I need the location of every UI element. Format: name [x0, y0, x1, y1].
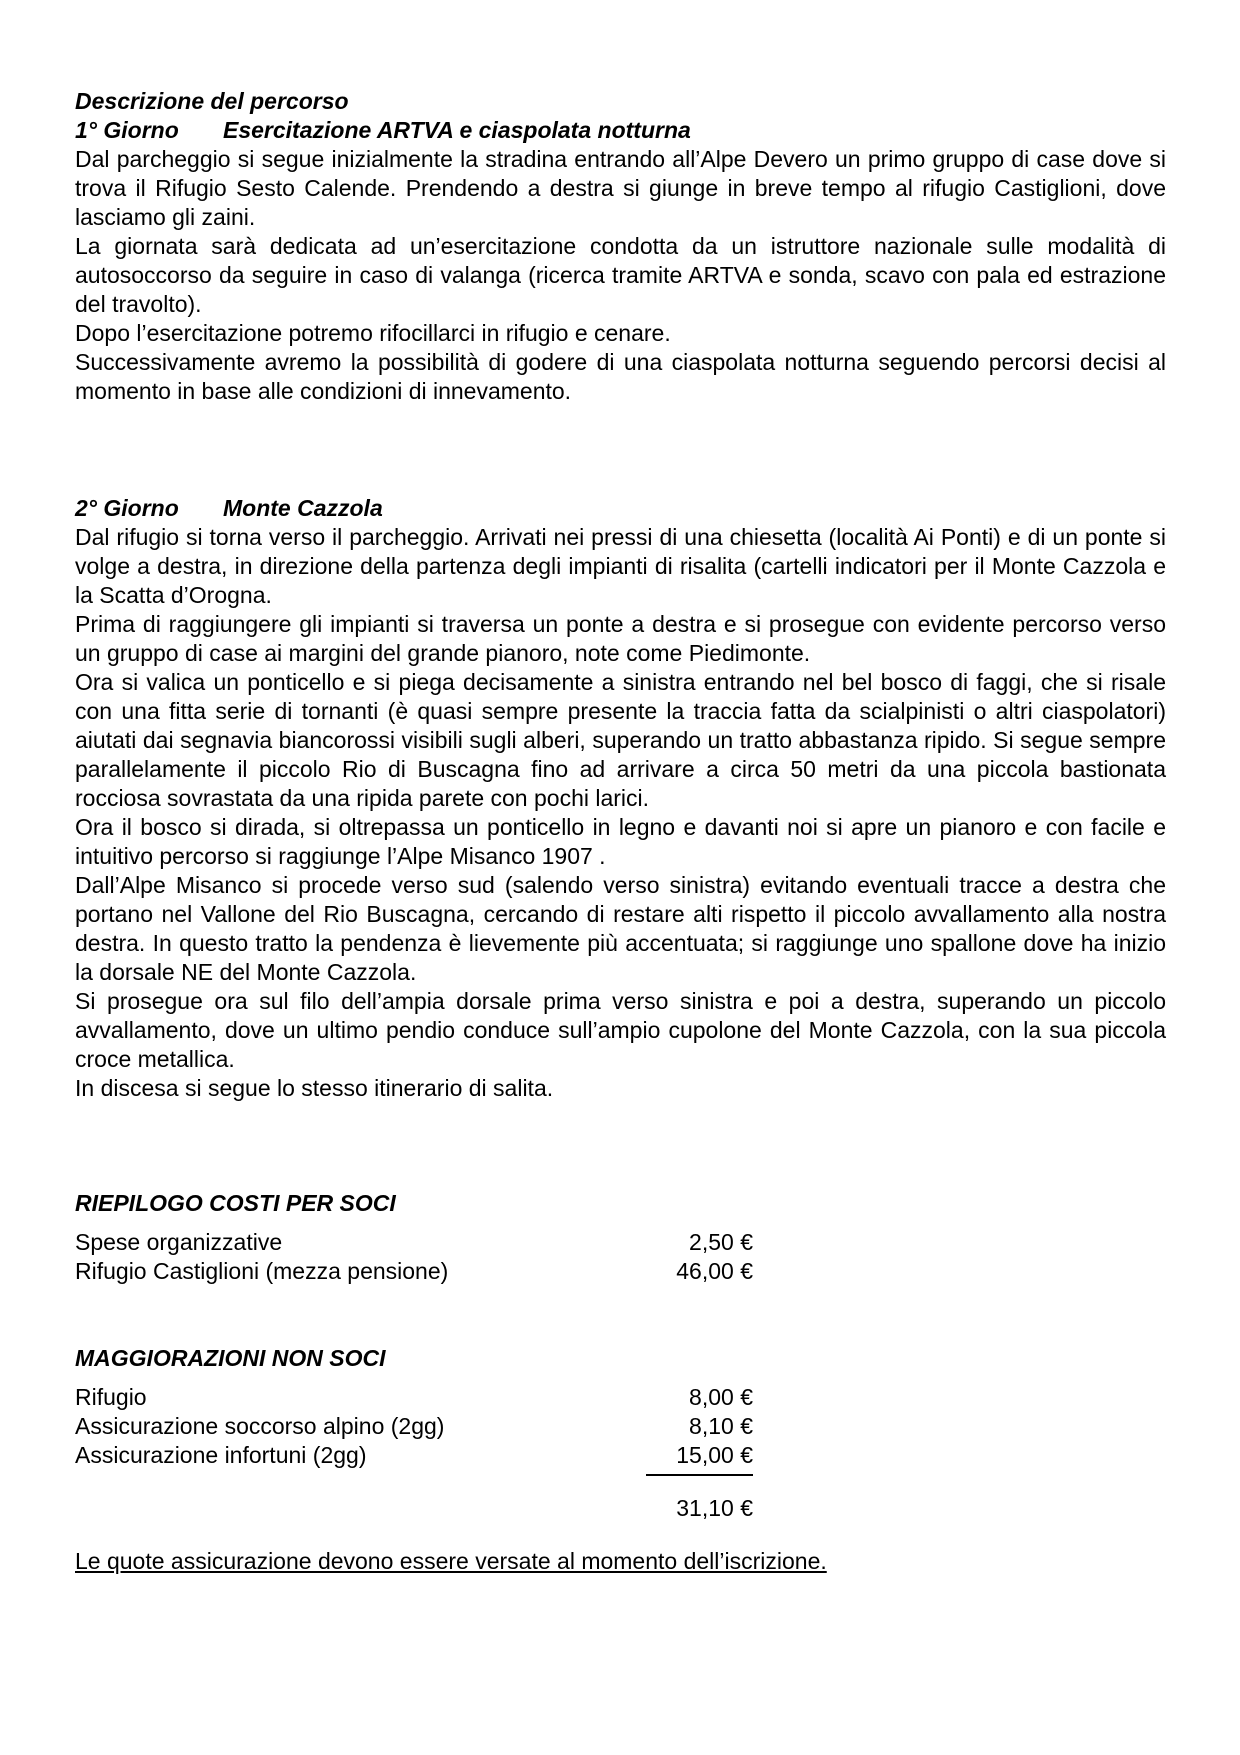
cost-label: Assicurazione infortuni (2gg) — [75, 1442, 367, 1468]
day2-label: 2° Giorno — [75, 495, 179, 521]
cost-amount: 46,00 € — [676, 1258, 753, 1284]
cost-row — [75, 1412, 753, 1441]
day2-paragraph: Prima di raggiungere gli impianti si traversa un ponte a destra e si prosegue con evidente percorso verso un gruppo di case ai margini del grande pianoro, note come Piedimonte. — [75, 611, 1166, 666]
cost-amount: 2,50 € — [689, 1229, 753, 1255]
day1-label: 1° Giorno — [75, 117, 179, 143]
day1-heading — [75, 116, 1166, 145]
day1-paragraph: Dopo l’esercitazione potremo rifocillarci in rifugio e cenare. — [75, 320, 671, 346]
cost-amount: 15,00 € — [676, 1442, 753, 1468]
costs-non-soci-title: MAGGIORAZIONI NON SOCI — [75, 1345, 386, 1371]
total-amount: 31,10 € — [676, 1495, 753, 1521]
day2-paragraph: Ora si valica un ponticello e si piega decisamente a sinistra entrando nel bel bosco di faggi, che si risale con una fitta serie di tornanti (è quasi sempre presente la traccia fatta da scialpinisti o altri ciaspolatori) aiutati dai segnavia biancorossi visibili sugli alberi, superando un tratto abbastanza ripido. Si segue sempre parallelamente il piccolo Rio di Buscagna fino ad arrivare a circa 50 metri da una piccola bastionata rocciosa sovrastata da una ripida parete con pochi larici. — [75, 669, 1166, 811]
day2-paragraph: Dall’Alpe Misanco si procede verso sud (salendo verso sinistra) evitando eventuali tracce a destra che portano nel Vallone del Rio Buscagna, cercando di restare alti rispetto il piccolo avvallamento alla nostra destra. In questo tratto la pendenza è lievemente più accentuata; si raggiunge uno spallone dove ha inizio la dorsale NE del Monte Cazzola. — [75, 872, 1166, 985]
cost-amount: 8,00 € — [689, 1384, 753, 1410]
document-page — [75, 87, 1166, 1576]
day2-title: Monte Cazzola — [223, 495, 383, 521]
day1-paragraph: Successivamente avremo la possibilità di godere di una ciaspolata notturna seguendo percorsi decisi al momento in base alle condizioni di innevamento. — [75, 349, 1166, 404]
description-title: Descrizione del percorso — [75, 88, 349, 114]
day2-paragraph: Dal rifugio si torna verso il parcheggio. Arrivati nei pressi di una chiesetta (località Ai Ponti) e di un ponte si volge a destra, in direzione della partenza degli impianti di risalita (cartelli indicatori per il Monte Cazzola e la Scatta d’Orogna. — [75, 524, 1166, 608]
day1-title: Esercitazione ARTVA e ciaspolata notturna — [223, 117, 691, 143]
cost-row — [75, 1383, 753, 1412]
insurance-note: Le quote assicurazione devono essere versate al momento dell’iscrizione. — [75, 1548, 827, 1574]
cost-label: Rifugio — [75, 1384, 147, 1410]
day1-paragraph: Dal parcheggio si segue inizialmente la stradina entrando all’Alpe Devero un primo gruppo di case dove si trova il Rifugio Sesto Calende. Prendendo a destra si giunge in breve tempo al rifugio Castiglioni, dove lasciamo gli zaini. — [75, 146, 1166, 230]
cost-label: Rifugio Castiglioni (mezza pensione) — [75, 1258, 449, 1284]
day2-heading — [75, 494, 1166, 523]
cost-row — [75, 1228, 753, 1257]
cost-label: Spese organizzative — [75, 1229, 283, 1255]
total-divider — [646, 1474, 753, 1494]
day2-paragraph: In discesa si segue lo stesso itinerario di salita. — [75, 1075, 554, 1101]
day2-paragraph: Ora il bosco si dirada, si oltrepassa un ponticello in legno e davanti noi si apre un pianoro e con facile e intuitivo percorso si raggiunge l’Alpe Misanco 1907 . — [75, 814, 1166, 869]
cost-row — [75, 1441, 753, 1470]
cost-amount: 8,10 € — [689, 1413, 753, 1439]
costs-soci-title: RIEPILOGO COSTI PER SOCI — [75, 1190, 396, 1216]
day2-paragraph: Si prosegue ora sul filo dell’ampia dorsale prima verso sinistra e poi a destra, superando un piccolo avvallamento, dove un ultimo pendio conduce sull’ampio cupolone del Monte Cazzola, con la sua piccola croce metallica. — [75, 988, 1166, 1072]
cost-row — [75, 1257, 753, 1286]
day1-paragraph: La giornata sarà dedicata ad un’esercitazione condotta da un istruttore nazionale sulle modalità di autosoccorso da seguire in caso di valanga (ricerca tramite ARTVA e sonda, scavo con pala ed estrazione del travolto). — [75, 233, 1166, 317]
cost-label: Assicurazione soccorso alpino (2gg) — [75, 1413, 445, 1439]
